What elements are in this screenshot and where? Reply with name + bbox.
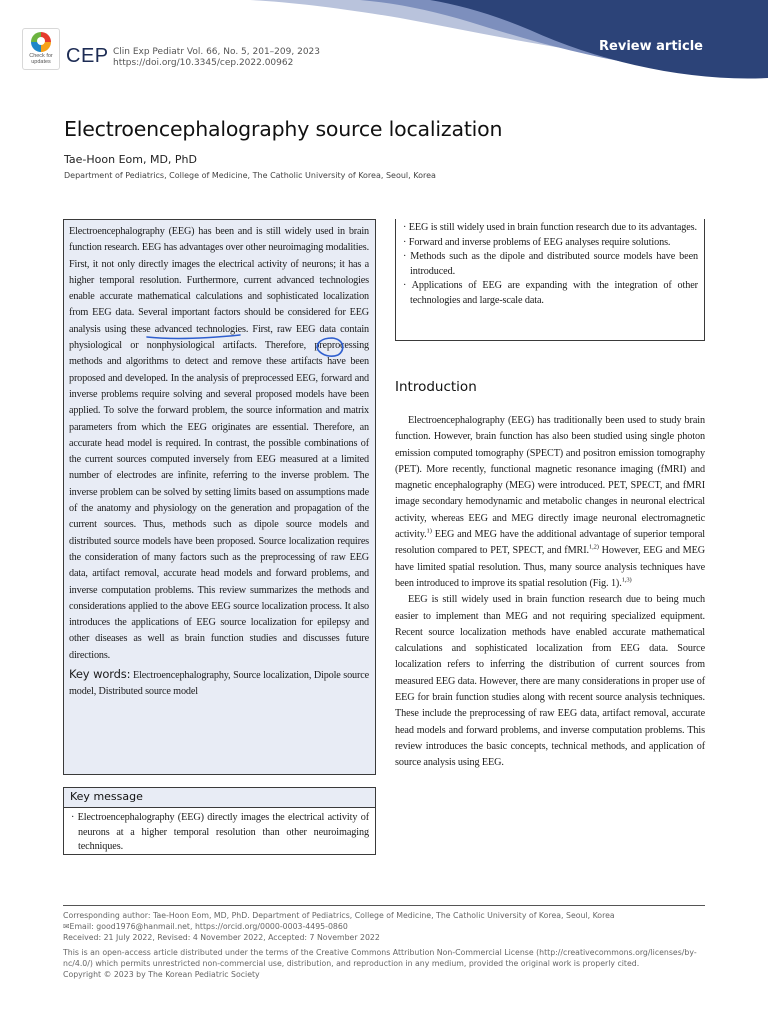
intro-text: Electroencephalography (EEG) has traditionally been used to study brain function. However, brain function has also been studied using single photon emission computed tomography (SPECT) and positron emission tomography (PET). More recently, functional magnetic resonance imaging (fMRI) and magnetic encephalography (MEG) were introduced. PET, SPECT, and fMRI image secondary hemodynamic and metabolic changes in neuronal electrical activity, whereas EEG and MEG directly image neuronal electromagnetic activity.	[395, 415, 705, 541]
reference-citation[interactable]: 1,3)	[621, 576, 632, 584]
introduction-body	[395, 413, 705, 772]
key-message-item-text: Applications of EEG are expanding with the integration of other technologies and large-scale data.	[410, 280, 698, 306]
key-message-item: · Applications of EEG are expanding with the integration of other technologies and large-scale data.	[403, 280, 698, 306]
badge-label: Check for updates	[29, 53, 53, 65]
keywords-text: Electroencephalography, Source localization, Dipole source model, Distributed source model	[69, 670, 369, 698]
abstract-text: Electroencephalography (EEG) has been and is still widely used in brain function research. EEG has advantages over other neuroimaging modalities. First, it not only directly images the electrical activity of neurons; it has a higher temporal resolution. Furthermore, current advanced technologies enable accurate mathematical calculations and sophisticated localization from EEG data. Several important factors should be considered for EEG analysis using these advanced technologies. First, raw EEG data contain physiological or nonphysiological artifacts. Therefore, preprocessing methods and algorithms to detect and remove these artifacts have been proposed and developed. In the analysis of preprocessed EEG, forward and inverse problems require solving and several proposed models have been applied. To solve the forward problem, the source information and matrix parameters from which the EEG originates are essential. Therefore, an accurate head model is required. In contrast, the possible combinations of the current sources computed inversely from EEG measured at a limited number of electrodes are infinite, referring to the inverse problem. The inverse problem can be solved by setting limits based on assumptions made of the anatomy and physiology on the generation and propagation of the current sources. Thus, methods such as dipole source models and distributed source models have been proposed. Source localization requires the consideration of many factors such as the preprocessing of raw EEG data, artifact removal, accurate head models and forward problems, and inverse computation problems. This review summarizes the methods and considerations applied to the above EEG source localization process. It also introduces the applications of EEG source localization for epilepsy and other diseases as well as brain function studies and discusses future directions.	[69, 226, 369, 661]
footer-divider	[63, 905, 705, 906]
key-message-item: · Electroencephalography (EEG) directly images the electrical activity of neurons at a higher temporal resolution than other neuroimaging techniques.	[71, 812, 369, 852]
doi-link[interactable]: https://doi.org/10.3345/cep.2022.00962	[113, 58, 294, 68]
key-message-continued-box	[395, 219, 705, 341]
article-title: Electroencephalography source localization	[64, 117, 503, 141]
corresponding-author: Corresponding author: Tae-Hoon Eom, MD, PhD. Department of Pediatrics, College of Medicine, The Catholic University of Korea, Seoul, Korea	[63, 911, 615, 920]
reference-citation[interactable]: 1,2)	[588, 543, 599, 551]
check-for-updates-badge[interactable]	[22, 28, 60, 70]
key-message-item: · Forward and inverse problems of EEG analyses require solutions.	[403, 236, 671, 248]
key-message-item-text: Forward and inverse problems of EEG analyses require solutions.	[408, 236, 671, 248]
article-dates: Received: 21 July 2022, Revised: 4 November 2022, Accepted: 7 November 2022	[63, 933, 380, 942]
key-message-item-text: EEG is still widely used in brain function research due to its advantages.	[408, 222, 697, 233]
keywords-label: Key words:	[69, 667, 131, 682]
footer	[63, 910, 705, 980]
intro-text: EEG and MEG have the additional advantage of superior temporal resolution compared to PET, SPECT, and fMRI.	[395, 529, 705, 557]
key-message-item: · EEG is still widely used in brain function research due to its advantages.	[403, 222, 697, 233]
key-message-item-text: Methods such as the dipole and distributed source models have been introduced.	[410, 251, 698, 277]
key-message-item: · Methods such as the dipole and distributed source models have been introduced.	[403, 251, 698, 277]
copyright-text: Copyright © 2023 by The Korean Pediatric Society	[63, 970, 260, 979]
journal-abbreviation: CEP	[66, 45, 109, 67]
author-email[interactable]: ✉Email: good1976@hanmail.net, https://orcid.org/0000-0003-4495-0860	[63, 922, 348, 931]
reference-citation[interactable]: 1)	[426, 527, 432, 535]
key-message-heading: Key message	[64, 788, 375, 808]
article-type-label: Review article	[599, 39, 703, 54]
keywords-line	[69, 666, 369, 701]
intro-text: However, EEG and MEG have limited spatial resolution. Thus, many source analysis techniques have been introduced to improve its spatial resolution (Fig. 1).	[395, 545, 705, 589]
crossmark-icon	[31, 32, 51, 52]
affiliation-line: Department of Pediatrics, College of Medicine, The Catholic University of Korea, Seoul, Korea	[64, 171, 436, 180]
introduction-paragraph-2: EEG is still widely used in brain function research due to being much easier to implement than MEG and not requiring specialized equipment. Recent source localization methods have enabled accurate mathematical calculations and sophisticated localization from EEG data. Source localization refers to inferring the distribution of current sources from measured EEG data. However, there are many considerations in proper use of EEG for brain function studies along with recent source analysis techniques. These include the preprocessing of raw EEG data, artifact removal, accurate head models and forward problems, and inverse computation problems. This review introduces the basic concepts, technical methods, and application of source analysis using EEG.	[395, 594, 705, 769]
key-message-item-text: Electroencephalography (EEG) directly images the electrical activity of neurons at a higher temporal resolution than other neuroimaging techniques.	[77, 812, 369, 852]
key-message-box	[63, 787, 376, 855]
key-message-list	[64, 808, 375, 855]
introduction-heading: Introduction	[395, 379, 477, 395]
author-line: Tae-Hoon Eom, MD, PhD	[64, 153, 197, 166]
citation-text: Clin Exp Pediatr Vol. 66, No. 5, 201–209, 2023	[113, 47, 320, 57]
key-message-list-continued	[400, 221, 698, 308]
citation-info	[113, 47, 320, 69]
introduction-paragraph-1	[395, 413, 705, 592]
license-text: This is an open-access article distributed under the terms of the Creative Commons Attribution Non-Commercial License (http://creativecommons.org/licenses/by-nc/4.0/) which permits unrestricted non-commercial use, distribution, and reproduction in any medium, provided the original work is properly cited.	[63, 948, 697, 968]
abstract-box	[63, 219, 376, 775]
